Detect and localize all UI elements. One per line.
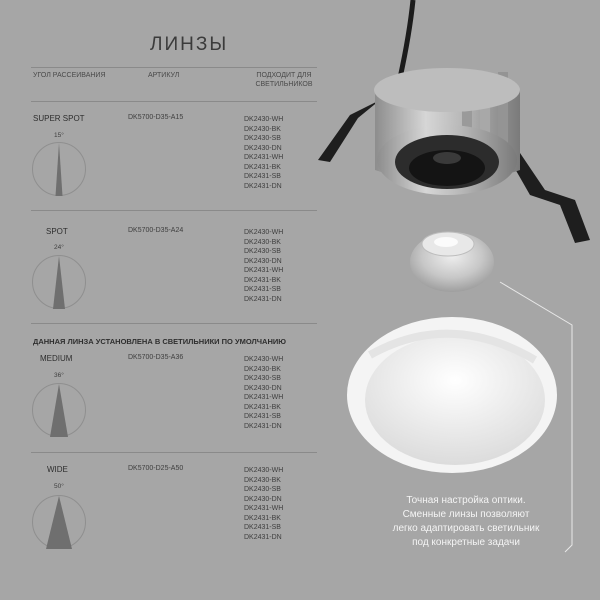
model-item: DK2431-DN — [244, 533, 282, 541]
spring-clip-left — [318, 100, 380, 162]
header-article: АРТИКУЛ — [148, 72, 180, 79]
model-item: DK2431-WH — [244, 154, 284, 161]
lens-angle: 50° — [54, 483, 64, 490]
header-angle: УГОЛ РАССЕИВАНИЯ — [33, 72, 106, 79]
lens-name: MEDIUM — [40, 354, 73, 363]
beam-angle-24-icon — [31, 254, 87, 310]
divider — [31, 452, 317, 453]
divider — [31, 67, 317, 68]
model-item: DK2431-BK — [244, 276, 281, 284]
model-item: DK2431-SB — [244, 173, 281, 180]
model-item: DK2431-WH — [244, 505, 284, 512]
divider — [31, 210, 317, 211]
model-item: DK2431-WH — [244, 394, 284, 401]
model-item: DK2430-DN — [244, 495, 282, 503]
model-item: DK2431-SB — [244, 413, 281, 420]
lens-angle: 15° — [54, 132, 64, 139]
lens-article: DK5700-D35-A15 — [128, 114, 184, 121]
model-item: DK2430-WH — [244, 229, 284, 236]
divider — [31, 323, 317, 324]
model-item: DK2430-WH — [244, 356, 284, 363]
model-item: DK2430-SB — [244, 248, 281, 255]
white-bezel — [347, 317, 557, 473]
lens-article: DK5700-D35-A24 — [128, 227, 184, 234]
page-title: ЛИНЗЫ — [150, 34, 229, 55]
lens-models — [244, 355, 283, 431]
model-item: DK2430-DN — [244, 384, 282, 392]
model-item: DK2430-BK — [244, 476, 281, 484]
beam-angle-15-icon — [31, 141, 87, 197]
beam-angle-50-icon — [31, 494, 87, 550]
model-item: DK2430-WH — [244, 467, 284, 474]
model-item: DK2430-SB — [244, 375, 281, 382]
lens-name: WIDE — [47, 465, 68, 474]
model-item: DK2430-DN — [244, 257, 282, 265]
cable — [400, 0, 413, 78]
feature-caption — [370, 494, 562, 550]
model-item: DK2430-WH — [244, 116, 284, 123]
header-fits: ПОДХОДИТ ДЛЯ СВЕТИЛЬНИКОВ — [255, 72, 313, 88]
model-item: DK2430-DN — [244, 144, 282, 152]
lens-name: SPOT — [46, 227, 68, 236]
caption-line: легко адаптировать светильник — [392, 523, 540, 534]
lens-article: DK5700-D25-A50 — [128, 465, 184, 472]
model-item: DK2430-BK — [244, 238, 281, 246]
caption-line: под конкретные задачи — [412, 537, 520, 548]
model-item: DK2430-BK — [244, 125, 281, 133]
model-item: DK2430-SB — [244, 486, 281, 493]
model-item: DK2431-DN — [244, 295, 282, 303]
default-lens-note: ДАННАЯ ЛИНЗА УСТАНОВЛЕНА В СВЕТИЛЬНИКИ ПО УМОЛЧАНИЮ — [33, 337, 287, 346]
model-item: DK2431-BK — [244, 403, 281, 411]
divider — [31, 101, 317, 102]
model-item: DK2431-BK — [244, 514, 281, 522]
lens-models — [244, 115, 283, 191]
model-item: DK2431-WH — [244, 267, 284, 274]
lens-angle: 24° — [54, 244, 64, 251]
lens-name: SUPER SPOT — [33, 114, 85, 123]
lens-article: DK5700-D35-A36 — [128, 354, 184, 361]
model-item: DK2431-BK — [244, 163, 281, 171]
model-item: DK2431-DN — [244, 422, 282, 430]
model-item: DK2431-DN — [244, 182, 282, 190]
caption-line: Сменные линзы позволяют — [402, 509, 530, 520]
lens-models — [244, 228, 283, 304]
model-item: DK2430-SB — [244, 135, 281, 142]
caption-line: Точная настройка оптики. — [406, 495, 526, 506]
model-item: DK2431-SB — [244, 524, 281, 531]
beam-angle-36-icon — [31, 382, 87, 438]
lens-element — [410, 232, 494, 292]
spring-clip-right — [510, 150, 590, 243]
model-item: DK2430-BK — [244, 365, 281, 373]
lens-angle: 36° — [54, 372, 64, 379]
lens-models — [244, 466, 283, 542]
model-item: DK2431-SB — [244, 286, 281, 293]
